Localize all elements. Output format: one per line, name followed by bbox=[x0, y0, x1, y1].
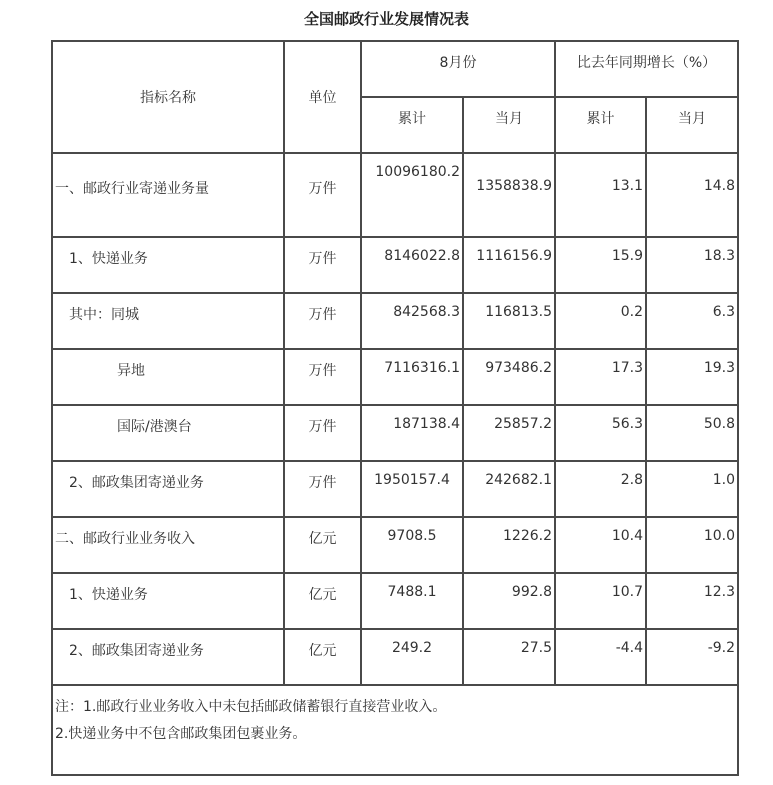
table-row bbox=[52, 349, 738, 405]
row-name: 1、快递业务 bbox=[52, 237, 284, 293]
table-row bbox=[52, 573, 738, 629]
row-growth-current: -9.2 bbox=[646, 629, 738, 685]
row-cumulative: 10096180.2 bbox=[361, 153, 463, 237]
row-current: 27.5 bbox=[463, 629, 555, 685]
row-name: 其中：同城 bbox=[52, 293, 284, 349]
header-cumulative: 累计 bbox=[361, 97, 463, 153]
row-cumulative: 7116316.1 bbox=[361, 349, 463, 405]
notes-cell bbox=[52, 685, 738, 775]
header-indicator: 指标名称 bbox=[52, 41, 284, 153]
row-current: 1358838.9 bbox=[463, 153, 555, 237]
row-name: 国际/港澳台 bbox=[52, 405, 284, 461]
row-cumulative: 9708.5 bbox=[361, 517, 463, 573]
row-unit: 万件 bbox=[284, 153, 361, 237]
row-unit: 万件 bbox=[284, 405, 361, 461]
header-growth-group: 比去年同期增长（%） bbox=[555, 41, 738, 97]
header-growth-current: 当月 bbox=[646, 97, 738, 153]
row-growth-cumulative: 15.9 bbox=[555, 237, 646, 293]
row-current: 1226.2 bbox=[463, 517, 555, 573]
row-growth-cumulative: 2.8 bbox=[555, 461, 646, 517]
row-current: 242682.1 bbox=[463, 461, 555, 517]
note-line-1: 注：1.邮政行业业务收入中未包括邮政储蓄银行直接营业收入。 bbox=[55, 699, 447, 715]
row-unit: 亿元 bbox=[284, 517, 361, 573]
table-row bbox=[52, 293, 738, 349]
row-growth-current: 10.0 bbox=[646, 517, 738, 573]
table-row bbox=[52, 237, 738, 293]
row-name: 一、邮政行业寄递业务量 bbox=[52, 153, 284, 237]
row-growth-current: 18.3 bbox=[646, 237, 738, 293]
page-title: 全国邮政行业发展情况表 bbox=[303, 10, 469, 28]
row-cumulative: 7488.1 bbox=[361, 573, 463, 629]
notes-row bbox=[52, 685, 738, 775]
header-month-group: 8月份 bbox=[361, 41, 555, 97]
row-name: 异地 bbox=[52, 349, 284, 405]
row-growth-current: 50.8 bbox=[646, 405, 738, 461]
row-growth-cumulative: -4.4 bbox=[555, 629, 646, 685]
table-row bbox=[52, 153, 738, 237]
row-cumulative: 187138.4 bbox=[361, 405, 463, 461]
row-name: 二、邮政行业业务收入 bbox=[52, 517, 284, 573]
row-growth-current: 1.0 bbox=[646, 461, 738, 517]
row-current: 116813.5 bbox=[463, 293, 555, 349]
row-current: 992.8 bbox=[463, 573, 555, 629]
row-unit: 亿元 bbox=[284, 629, 361, 685]
header-unit: 单位 bbox=[284, 41, 361, 153]
row-name: 2、邮政集团寄递业务 bbox=[52, 629, 284, 685]
row-unit: 万件 bbox=[284, 349, 361, 405]
table-row bbox=[52, 629, 738, 685]
header-current-month: 当月 bbox=[463, 97, 555, 153]
table-row bbox=[52, 517, 738, 573]
row-current: 25857.2 bbox=[463, 405, 555, 461]
header-row-1 bbox=[52, 41, 738, 97]
row-current: 973486.2 bbox=[463, 349, 555, 405]
row-unit: 万件 bbox=[284, 293, 361, 349]
row-growth-cumulative: 13.1 bbox=[555, 153, 646, 237]
row-cumulative: 8146022.8 bbox=[361, 237, 463, 293]
note-line-2: 2.快递业务中不包含邮政集团包裹业务。 bbox=[55, 726, 307, 742]
row-unit: 万件 bbox=[284, 461, 361, 517]
row-cumulative: 1950157.4 bbox=[361, 461, 463, 517]
header-growth-cumulative: 累计 bbox=[555, 97, 646, 153]
row-unit: 万件 bbox=[284, 237, 361, 293]
row-growth-current: 14.8 bbox=[646, 153, 738, 237]
row-growth-cumulative: 10.4 bbox=[555, 517, 646, 573]
row-unit: 亿元 bbox=[284, 573, 361, 629]
row-current: 1116156.9 bbox=[463, 237, 555, 293]
row-cumulative: 249.2 bbox=[361, 629, 463, 685]
table-row bbox=[52, 405, 738, 461]
row-name: 1、快递业务 bbox=[52, 573, 284, 629]
table-row bbox=[52, 461, 738, 517]
row-growth-cumulative: 56.3 bbox=[555, 405, 646, 461]
row-growth-cumulative: 17.3 bbox=[555, 349, 646, 405]
row-name: 2、邮政集团寄递业务 bbox=[52, 461, 284, 517]
row-growth-cumulative: 10.7 bbox=[555, 573, 646, 629]
row-growth-current: 6.3 bbox=[646, 293, 738, 349]
row-growth-current: 19.3 bbox=[646, 349, 738, 405]
row-growth-current: 12.3 bbox=[646, 573, 738, 629]
data-table bbox=[51, 40, 739, 776]
row-growth-cumulative: 0.2 bbox=[555, 293, 646, 349]
row-cumulative: 842568.3 bbox=[361, 293, 463, 349]
